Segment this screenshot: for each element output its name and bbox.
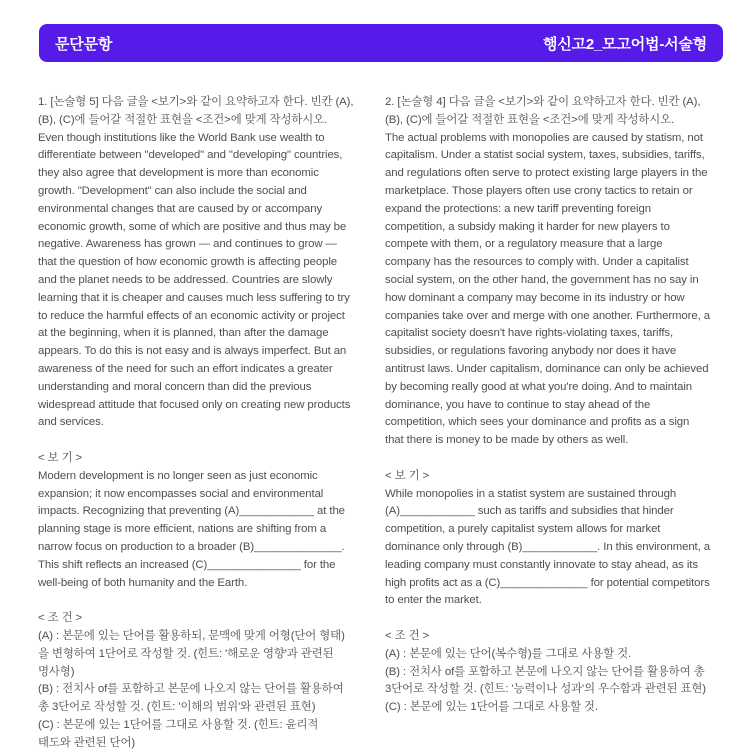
section-title: 문단문항 (55, 35, 113, 53)
question-1-condition-c: (C) : 본문에 있는 1단어를 그대로 사용할 것. (힌트: 윤리적 태도와 관련된 단어) (38, 718, 319, 749)
question-2-condition-c: (C) : 본문에 있는 1단어를 그대로 사용할 것. (385, 701, 598, 714)
question-1-passage: Even though institutions like the World Bank use wealth to differentiate between "developed" and "developing" countries, they also agree that development is more than economic growth. "Development" can also include the social and environmental changes that are caused by or accompany economic growth, some of which are positive and thus may be negative. Awareness has grown — and continues to grow — that the question of how economic growth is affecting people and the planet needs to be addressed. Countries are slowly learning that it is cheaper and causes much less suffering to try to reduce the harmful effects of an economic activity or project at the beginning, when it is planned, than after the damage appears. To do this is not easy and is always imperfect. But an awareness of the need for such an effort indicates a greater understanding and moral concern than did the previous widespread attitude that focused only on creating new products and services. (38, 131, 351, 429)
question-2-passage: The actual problems with monopolies are caused by statism, not capitalism. Under a statist social system, taxes, subsidies, tariffs, and regulations often serve to protect existing large players in the marketplace. Those players often use crony tactics to retain or expand the protections: a new tariff preventing foreign competition, a subsidy making it harder for new players to compete with them, or a regulatory measure that a large company has the resources to comply with. Under a capitalist social system, on the other hand, the government has no say in how dominant a company may become in its industry or how companies take over and merge with one another. Furthermore, a capitalist society doesn't have rights-violating taxes, tariffs, subsidies, or regulations favoring anybody nor does it have antitrust laws. Under capitalism, dominance can only be achieved by becoming really good at what you're doing. And to maintain dominance, you have to continue to stay ahead of the competition, which sees your dominance and profits as a sign that there is money to be made by others as well. (385, 131, 710, 447)
question-1-example-text: Modern development is no longer seen as just economic expansion; it now encompasses social and environmental impacts. Recognizing that preventing (A)____________ at the planning stage is more efficient, nations are shifting from a narrow focus on production to a broader (B)______________. This shift reflects an increased (C)_______________ for the well-being of both humanity and the Earth. (38, 469, 345, 589)
question-1-conditions-label: < 조 건 > (38, 612, 83, 625)
question-1-condition-b: (B) : 전치사 of를 포함하고 본문에 나오지 않는 단어를 활용하여 총 3단어로 작성할 것. (힌트: '이해의 범위'와 관련된 표현) (38, 683, 344, 714)
question-1-condition-a: (A) : 본문에 있는 단어를 활용하되, 문맥에 맞게 어형(단어 형태)을 변형하여 1단어로 작성할 것. (힌트: '해로운 영향'과 관련된 명사형) (38, 629, 345, 678)
question-1-block (38, 94, 354, 752)
question-1-example-label: < 보 기 > (38, 451, 83, 464)
questions-container (38, 94, 710, 752)
header-bar (39, 24, 723, 62)
question-1-instruction: 1. [논술형 5] 다음 글을 <보기>와 같이 요약하고자 한다. 빈칸 (A), (B), (C)에 들어갈 적절한 표현을 <조건>에 맞게 작성하시오. (38, 96, 354, 126)
question-2-conditions-label: < 조 건 > (385, 629, 430, 642)
document-title: 행신고2_모고어법-서술형 (543, 35, 707, 53)
question-2-example-text: While monopolies in a statist system are sustained through (A)____________ such as tariffs and subsidies that hinder competition, a purely capitalist system allows for market dominance only through (B)____________. In this environment, a leading company must constantly innovate to stay ahead, as its high profits act as a (C)______________ for potential competitors to enter the market. (385, 487, 710, 607)
question-2-block (385, 94, 710, 752)
question-2-condition-a: (A) : 본문에 있는 단어(복수형)를 그대로 사용할 것. (385, 647, 632, 660)
question-2-instruction: 2. [논술형 4] 다음 글을 <보기>와 같이 요약하고자 한다. 빈칸 (A), (B), (C)에 들어갈 적절한 표현을 <조건>에 맞게 작성하시오. (385, 96, 701, 126)
question-2-example-label: < 보 기 > (385, 469, 430, 482)
question-2-condition-b: (B) : 전치사 of를 포함하고 본문에 나오지 않는 단어를 활용하여 총 3단어로 작성할 것. (힌트: '능력이나 성과'의 우수함과 관련된 표현) (385, 665, 707, 696)
